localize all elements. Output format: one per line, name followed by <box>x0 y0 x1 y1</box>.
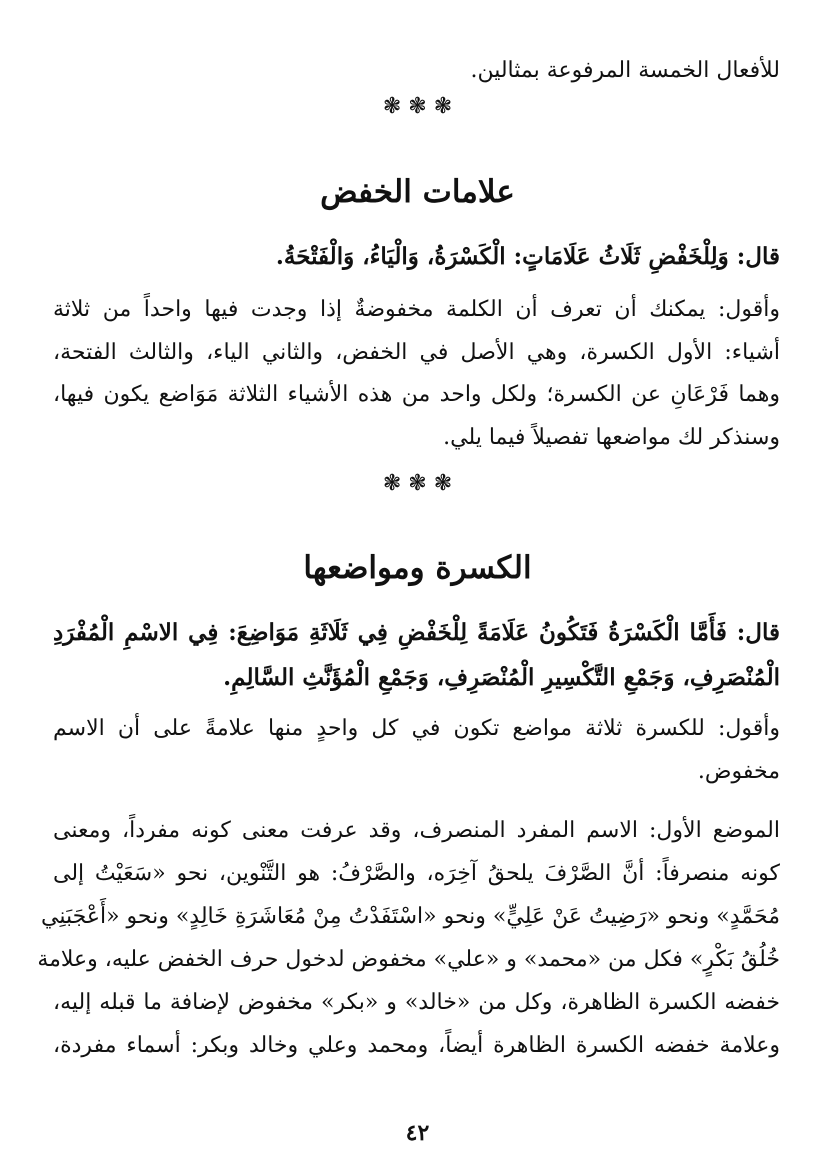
section-heading-khafd-signs: علامات الخفض <box>320 174 515 210</box>
body-line: الموضع الأول: الاسم المفرد المنصرف، وقد عرفت معنى كونه مفرداً، ومعنى <box>53 818 780 843</box>
body-line: وعلامة خفضه الكسرة الظاهرة أيضاً، ومحمد وعلي وخالد وبكر: أسماء مفردة، <box>53 1033 780 1058</box>
matn-line: الْمُنْصَرِفِ، وَجَمْعِ التَّكْسِيرِ الْمُنْصَرِفِ، وَجَمْعِ الْمُؤَنَّثِ السَّالِمِ. <box>223 664 780 691</box>
body-line: خُلُقُ بَكْرٍ» فكل من «محمد» و «علي» مخفوض لدخول حرف الخفض عليه، وعلامة <box>37 947 780 972</box>
body-line: كونه منصرفاً: أنَّ الصَّرْفَ يلحقُ آخِرَه، والصَّرْفُ: هو التَّنْوين، نحو «سَعَيْتُ إلى <box>53 861 780 886</box>
sharh-line: وأقول: للكسرة ثلاثة مواضع تكون في كل واحدٍ منها علامةً على أن الاسم <box>53 716 780 741</box>
section-heading-kasra: الكسرة ومواضعها <box>303 550 532 586</box>
separator-stars-1: ❃ ❃ ❃ <box>382 94 453 119</box>
sharh-line: وهما فَرْعَانِ عن الكسرة؛ ولكل واحد من هذه الأشياء الثلاثة مَوَاضع يكون فيها، <box>53 382 780 407</box>
matn-line: قال: وَلِلْخَفْضِ ثَلَاثُ عَلَامَاتٍ: الْكَسْرَةُ، وَالْيَاءُ، وَالْفَتْحَةُ. <box>275 243 780 270</box>
sharh-line: مخفوض. <box>697 759 780 784</box>
matn-line: قال: فَأَمَّا الْكَسْرَةُ فَتَكُونُ عَلَامَةً لِلْخَفْضِ فِي ثَلَاثَةِ مَوَاضِعَ: فِي الاسْمِ الْمُفْرَدِ <box>53 619 780 646</box>
separator-stars-2: ❃ ❃ ❃ <box>382 471 453 496</box>
sharh-line: وسنذكر لك مواضعها تفصيلاً فيما يلي. <box>443 425 780 450</box>
body-line: خفضه الكسرة الظاهرة، وكل من «خالد» و «بكر» مخفوض لإضافة ما قبله إليه، <box>53 990 780 1015</box>
sharh-line: وأقول: يمكنك أن تعرف أن الكلمة مخفوضةٌ إذا وجدت فيها واحداً من ثلاثة <box>53 297 780 322</box>
sharh-line: أشياء: الأول الكسرة، وهي الأصل في الخفض، والثاني الياء، والثالث الفتحة، <box>53 340 780 365</box>
body-line: مُحَمَّدٍ» ونحو «رَضِيتُ عَنْ عَلِيٍّ» ونحو «اسْتَفَدْتُ مِنْ مُعَاشَرَةِ خَالِدٍ» ونحو «أَعْجَبَنِي <box>41 904 780 929</box>
continuation-line: للأفعال الخمسة المرفوعة بمثالين. <box>470 58 780 83</box>
page-number: ٤٢ <box>405 1120 430 1146</box>
